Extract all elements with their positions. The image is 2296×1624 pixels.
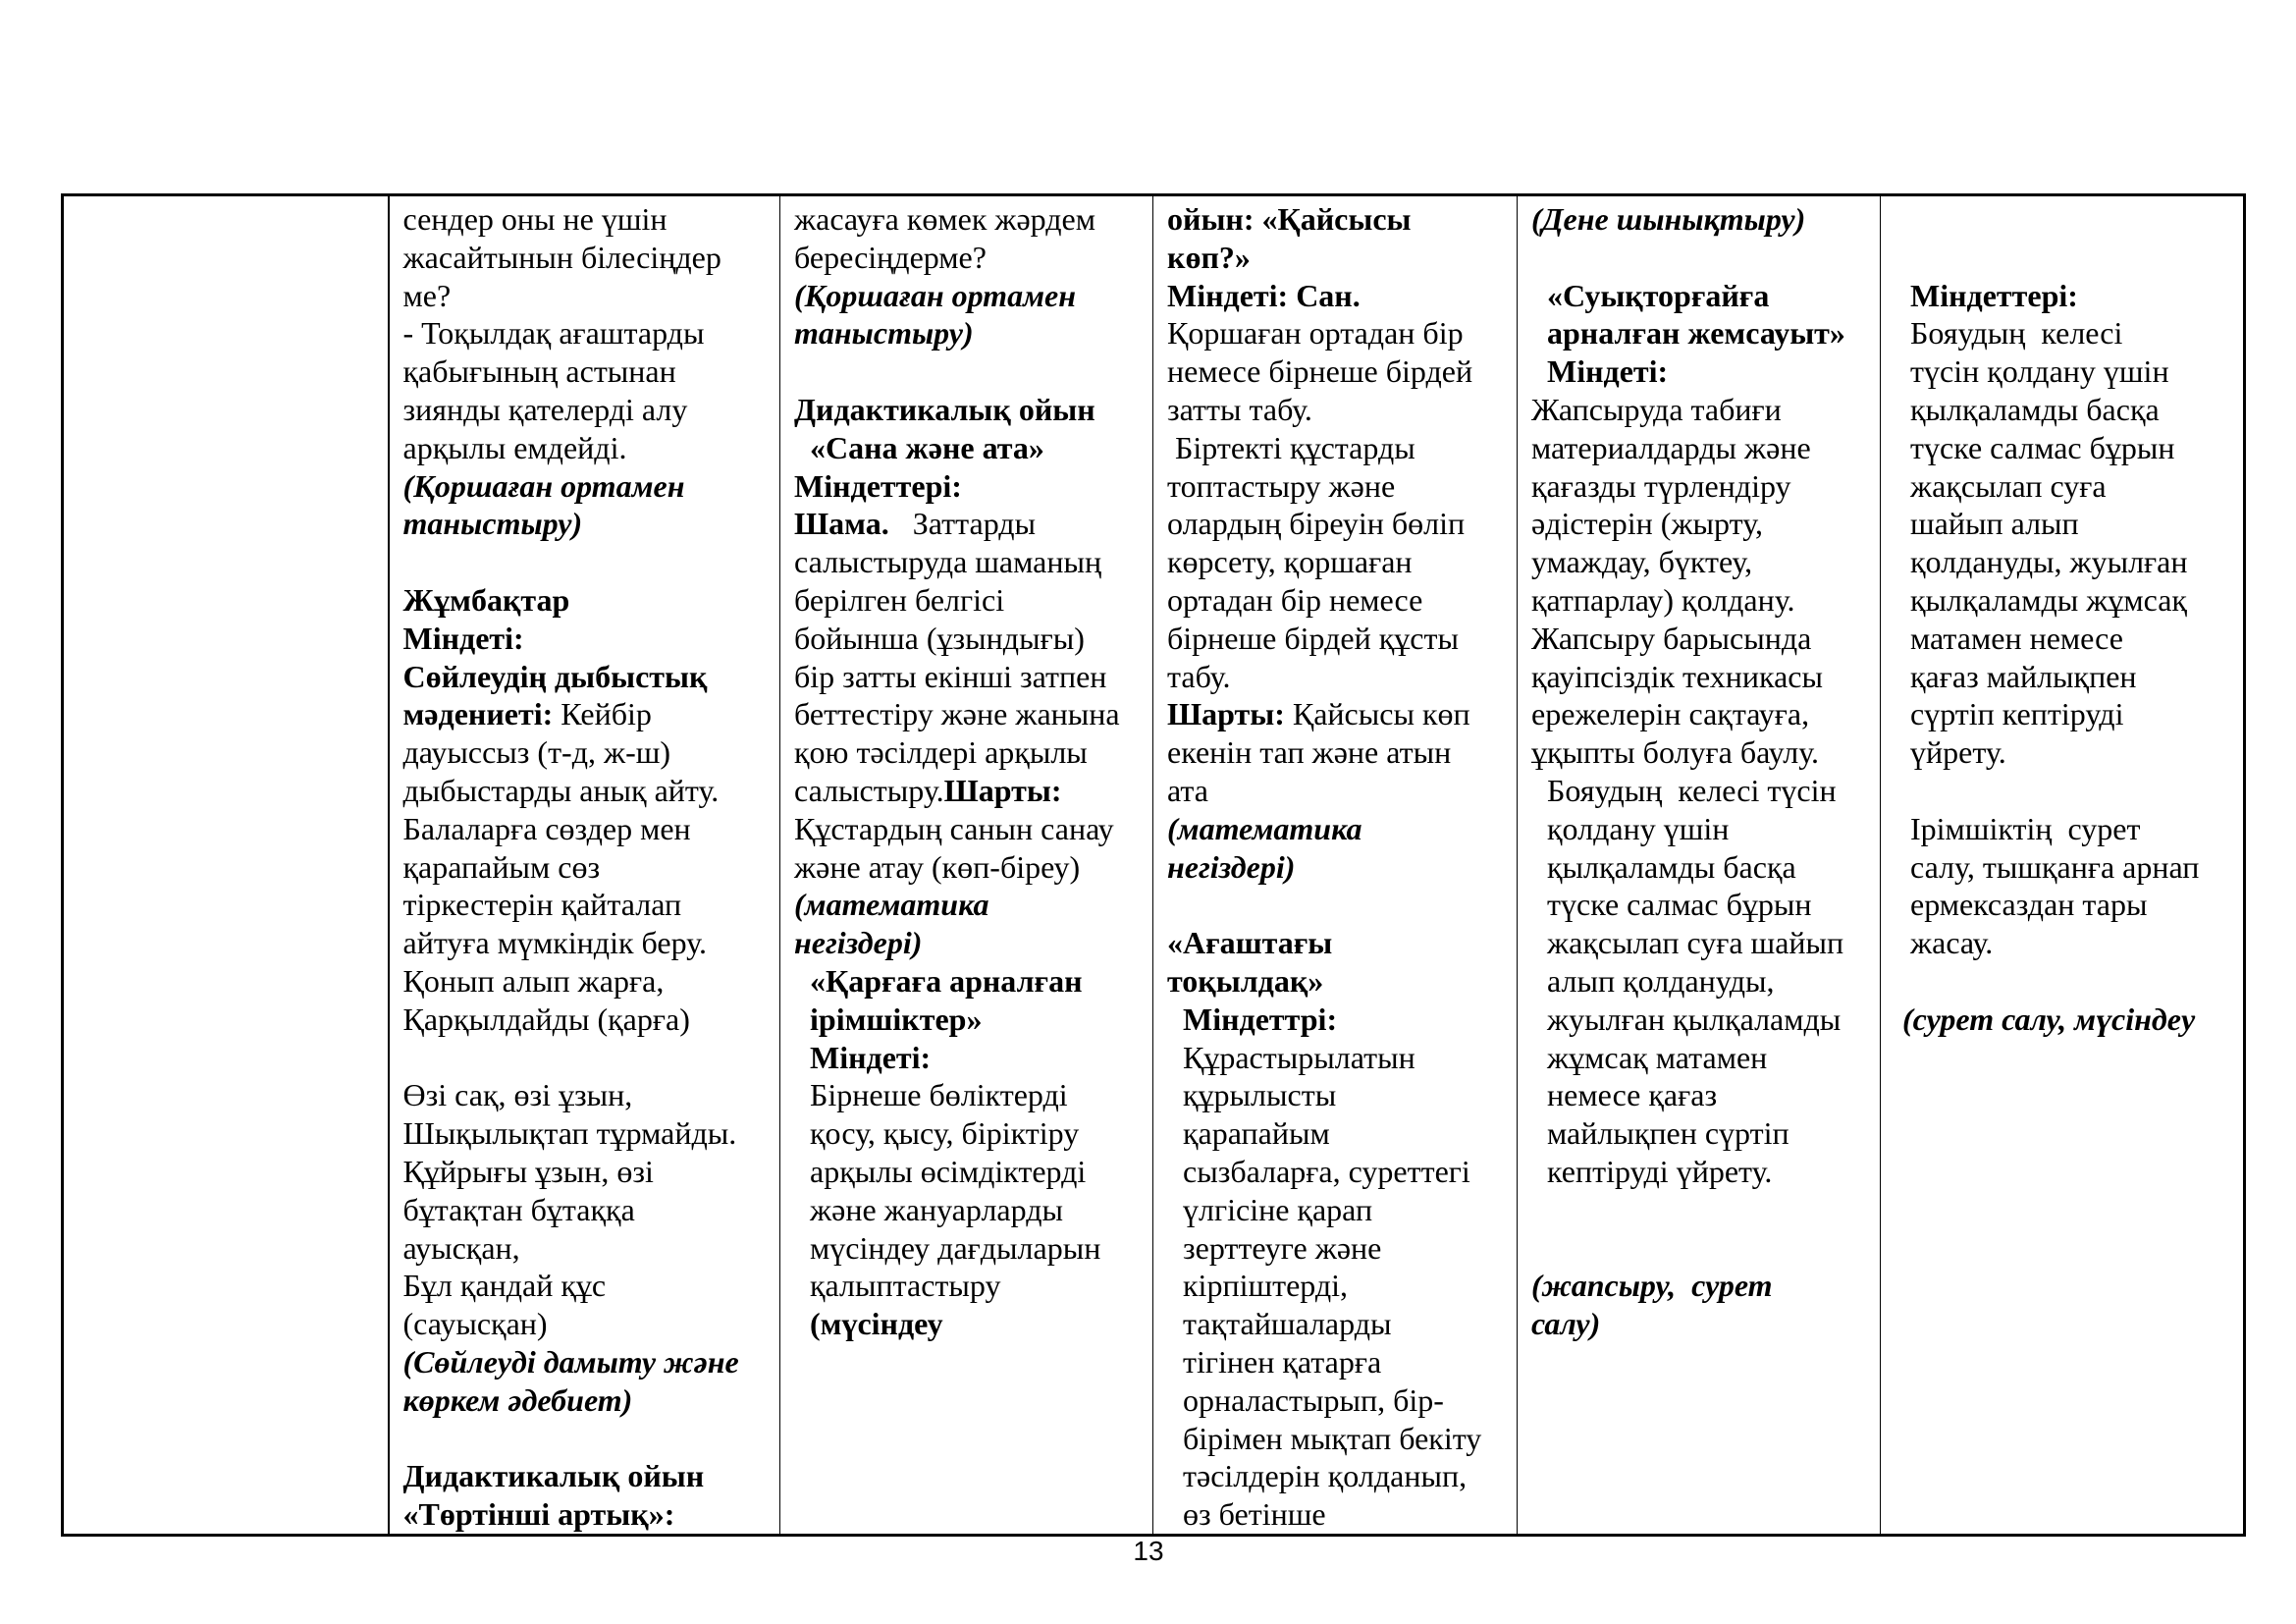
text-line: Міндеті: [794,1039,932,1075]
text-line: ұқыпты болуға баулу. [1531,734,1820,771]
text-line: ауысқан, [402,1229,520,1266]
text-line: таныстыру) [402,506,583,542]
blank-line [1167,886,1503,924]
text-line: Міндеті: Сан. [1167,277,1361,313]
blank-line [1531,1191,1866,1229]
text-line: немесе бірнеше бірдей [1167,353,1473,390]
table-cell-column-3 [1153,195,1518,1536]
text-line: Қоршаған ортадан бір [1167,315,1464,352]
text-line [794,505,1139,543]
text-line: дыбыстарды анық айту. [402,772,720,808]
text-line: жасайтынын білесіңдер [402,239,721,275]
text-line: тіркестерін қайталап [402,887,682,923]
text-line: Қарқылдайды (қарға) [402,1001,690,1037]
table-cell-column-2 [780,195,1153,1536]
text-line: топтастыру және [1167,467,1396,504]
text-line: ермексаздан тары [1895,887,2148,923]
text-line: Ірімшіктің сурет [1895,810,2141,846]
text-line: матамен немесе [1895,620,2123,656]
text-line: Біртекті құстарды [1167,429,1415,465]
text-line: (сурет салу, мүсіндеу [1895,1001,2196,1037]
text-line: затты табу. [1167,391,1312,427]
text-line: Сөйлеудің дыбыстық [402,658,708,694]
text-line: майлықпен сүртіп [1531,1115,1789,1152]
table-cell-column-4 [1518,195,1881,1536]
text-line: Жапсыру барысында [1531,620,1812,656]
text-line: бересіңдерме? [794,239,987,275]
text-line: Жұмбақтар [402,581,570,618]
table-row [63,195,2245,1536]
text-line: қылқаламды жұмсақ [1895,581,2187,618]
text-line: (математика [794,887,989,923]
text-line: үлгісіне қарап [1167,1191,1373,1227]
text-line: ата [1167,772,1208,808]
text-line: бірімен мықтап бекіту [1167,1420,1482,1456]
text-line: сүртіп кептіруді [1895,696,2124,732]
text-line: «Суықторғайға [1531,277,1770,313]
text-line: екенін тап және атын [1167,734,1452,771]
text-line: Құстардың санын санау [794,810,1114,846]
text-line: шайып алып [1895,506,2079,542]
text-line: арқылы өсімдіктерді [794,1153,1087,1189]
text-line: құрылысты [1167,1077,1337,1113]
text-line: сендер оны не үшін [402,201,667,237]
text-line: (сауысқан) [402,1306,548,1342]
text-run: Шама. [794,506,889,542]
text-line: Өзі сақ, өзі ұзын, [402,1077,633,1113]
text-line: «Қарғаға арналған [794,962,1083,999]
text-line: тігінен қатарға [1167,1343,1382,1380]
text-line: (математика [1167,810,1362,846]
text-line: Құйрығы ұзын, өзі [402,1153,654,1189]
text-line: Бұл қандай құс [402,1268,607,1304]
text-line: жақсылап суға шайып [1531,925,1844,961]
text-line: қарапайым [1167,1115,1330,1152]
table-cell-column-1 [389,195,780,1536]
text-line: арқылы емдейді. [402,429,627,465]
text-line: олардың біреуін бөліп [1167,506,1466,542]
text-line: Бояудың келесі түсін [1531,772,1837,808]
text-line: зерттеуге және [1167,1229,1382,1266]
text-line: қылқаламды басқа [1895,391,2160,427]
text-line: табу. [1167,658,1231,694]
text-run: Қайсысы көп [1284,696,1470,732]
text-line: тоқылдақ» [1167,962,1324,999]
text-line: (жапсыру, сурет [1531,1268,1773,1304]
text-line: Құрастырылатын [1167,1039,1415,1075]
text-line: немесе қағаз [1531,1077,1718,1113]
text-line: алып қолдануды, [1531,962,1775,999]
blank-line [1531,1229,1866,1268]
text-line: қауіпсіздік техникасы [1531,658,1823,694]
text-line: негіздері) [1167,848,1296,885]
text-line: (Қоршаған ортамен [794,277,1076,313]
text-line: көрсету, қоршаған [1167,544,1413,580]
text-line: қосу, қысу, біріктіру [794,1115,1080,1152]
text-line: дауыссыз (т-д, ж-ш) [402,734,671,771]
text-line: материалдарды және [1531,429,1811,465]
text-line: (мүсіндеу [794,1306,943,1342]
text-line: түсін қолдану үшін [1895,353,2169,390]
text-line: берілген белгісі [794,581,1005,618]
text-line: салу) [1531,1306,1601,1342]
text-line: Міндеттері: [1895,277,2078,313]
text-line: негіздері) [794,925,923,961]
text-line: Қонып алып жарға, [402,962,665,999]
blank-line [403,1039,767,1077]
text-line: қолдануды, жуылған [1895,544,2188,580]
text-line: бойынша (ұзындығы) [794,620,1085,656]
text-line: кірпіштерді, [1167,1268,1349,1304]
text-line [1167,695,1503,733]
table-cell-label-column [63,195,389,1536]
text-line: және атау (көп-біреу) [794,848,1081,885]
text-line: (Дене шынықтыру) [1531,201,1806,237]
text-line: ірімшіктер» [794,1001,983,1037]
text-run: салыстыру. [794,772,944,808]
text-line: қылқаламды басқа [1531,848,1796,885]
text-line: Бірнеше бөліктерді [794,1077,1068,1113]
table-cell-column-5 [1881,195,2245,1536]
text-line: умаждау, бүктеу, [1531,544,1753,580]
text-line: Дидактикалық ойын [794,391,1095,427]
blank-line [1895,239,2229,277]
text-line: Жапсыруда табиғи [1531,391,1782,427]
text-line: айтуға мүмкіндік беру. [402,925,707,961]
text-line: ойын: «Қайсысы [1167,201,1412,237]
text-line: Міндеттрі: [1167,1001,1338,1037]
text-line: салыстыруда шаманың [794,544,1102,580]
text-line: қолдану үшін [1531,810,1730,846]
blank-line [1531,239,1866,277]
text-line: көркем әдебиет) [402,1381,633,1418]
text-line: өз бетінше [1167,1496,1326,1533]
text-line [403,695,767,733]
text-line: қою тәсілдері арқылы [794,734,1088,771]
page-number: 13 [1133,1536,1164,1566]
text-line: үйрету. [1895,734,2006,771]
text-line: ережелерін сақтауға, [1531,696,1810,732]
text-line: әдістерін (жырту, [1531,506,1763,542]
text-line: Міндеті: [1531,353,1669,390]
text-line: салу, тышқанға арнап [1895,848,2200,885]
text-run: Шарты: [1167,696,1285,732]
text-line: түске салмас бұрын [1895,429,2175,465]
text-line: таныстыру) [794,315,974,352]
text-line: зиянды қателерді алу [402,391,688,427]
text-line: Балаларға сөздер мен [402,810,691,846]
blank-line [403,1420,767,1458]
text-line: арналған жемсауыт» [1531,315,1845,352]
text-line: Міндеттері: [794,467,962,504]
text-line: тәсілдерін қолданып, [1167,1458,1468,1494]
text-line: Міндеті: [402,620,524,656]
text-line: беттестіру және жанына [794,696,1120,732]
text-line: жасау. [1895,925,1994,961]
text-line: көп?» [1167,239,1251,275]
blank-line [1895,772,2229,810]
text-line: жақсылап суға [1895,467,2107,504]
text-line: «Сана және ата» [794,429,1044,465]
text-line: кептіруді үйрету. [1531,1153,1773,1189]
text-line: Бояудың келесі [1895,315,2123,352]
text-line [794,772,1139,810]
text-line: қағаз майлықпен [1895,658,2137,694]
text-line: жұмсақ матамен [1531,1039,1768,1075]
text-line: қарапайым сөз [402,848,601,885]
text-line: мүсіндеу дағдыларын [794,1229,1101,1266]
text-line: ме? [402,277,452,313]
text-run: Заттарды [888,506,1037,542]
blank-line [403,543,767,581]
text-line: Дидактикалық ойын [402,1458,705,1494]
blank-line [1895,200,2229,239]
text-line: бірнеше бірдей құсты [1167,620,1459,656]
text-line: «Төртінші артық»: [402,1496,675,1533]
text-line: бір затты екінші затпен [794,658,1107,694]
text-line: жасауға көмек жәрдем [794,201,1095,237]
text-line: және жануарларды [794,1191,1063,1227]
text-line: қабығының астынан [402,353,676,390]
text-line: қағазды түрлендіру [1531,467,1791,504]
text-line: «Ағаштағы [1167,925,1333,961]
text-run: Шарты: [943,772,1062,808]
lesson-plan-table [61,193,2246,1537]
blank-line [1895,962,2229,1001]
text-line: Шықылықтап тұрмайды. [402,1115,737,1152]
text-line: (Сөйлеуді дамыту және [402,1343,739,1380]
text-line: ортадан бір немесе [1167,581,1423,618]
text-line: қалыптастыру [794,1268,1001,1304]
text-run: мәдениеті: [402,696,554,732]
text-line: тақтайшаларды [1167,1306,1392,1342]
text-run: Кейбір [553,696,652,732]
blank-line [794,352,1139,391]
text-line: (Қоршаған ортамен [402,467,685,504]
text-line: орналастырып, бір- [1167,1381,1444,1418]
text-line: - Тоқылдақ ағаштарды [402,315,705,352]
text-line: жуылған қылқаламды [1531,1001,1842,1037]
text-line: сызбаларға, суреттегі [1167,1153,1470,1189]
text-line: түске салмас бұрын [1531,887,1812,923]
text-line: қатпарлау) қолдану. [1531,581,1795,618]
text-line: бұтақтан бұтаққа [402,1191,635,1227]
